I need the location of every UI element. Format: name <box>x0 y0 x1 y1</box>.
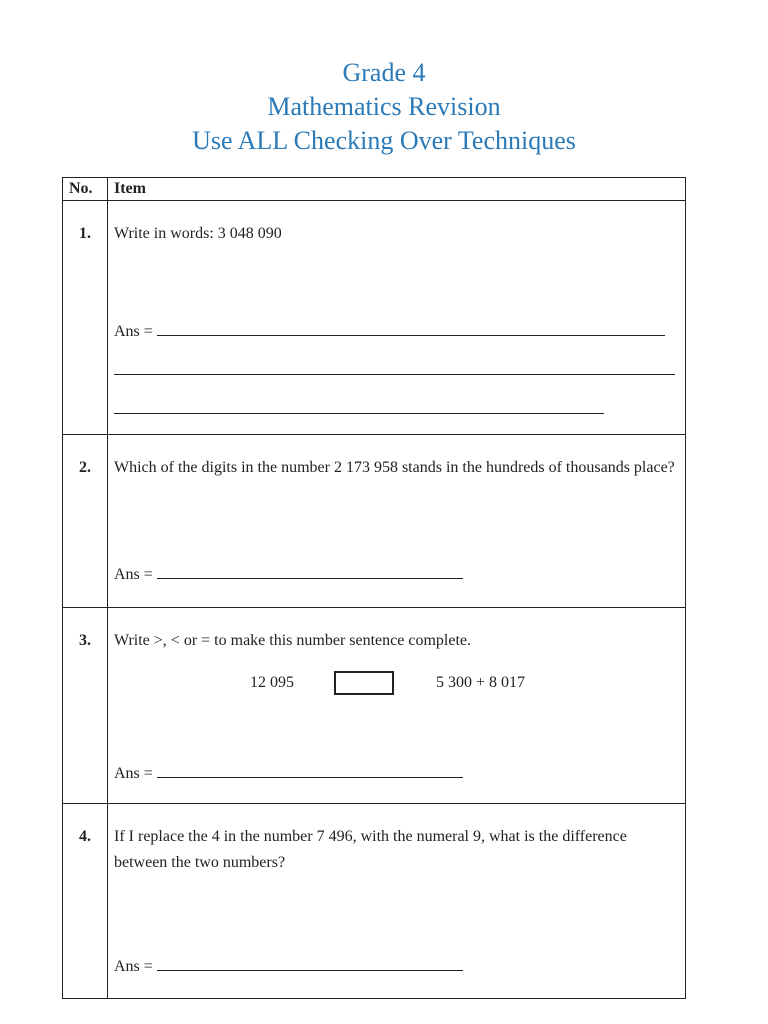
question-item-3 <box>108 608 686 804</box>
title-subject: Mathematics Revision <box>267 92 501 121</box>
answer-blank[interactable] <box>157 564 463 579</box>
question-text: Write >, < or = to make this number sentence complete. <box>114 632 471 649</box>
questions-table <box>62 177 686 999</box>
question-row-2 <box>63 435 686 608</box>
column-header-no: No. <box>63 178 108 201</box>
question-number: 1. <box>63 201 108 435</box>
answer-line[interactable] <box>114 956 463 976</box>
answer-label: Ans = <box>114 566 153 583</box>
answer-blank[interactable] <box>157 763 463 778</box>
answer-label: Ans = <box>114 958 153 975</box>
answer-line-2[interactable] <box>114 374 675 375</box>
answer-line-3[interactable] <box>114 413 604 414</box>
worksheet-title <box>0 56 768 158</box>
answer-blank[interactable] <box>157 956 463 971</box>
question-row-1 <box>63 201 686 435</box>
question-item-1 <box>108 201 686 435</box>
question-row-3 <box>63 608 686 804</box>
question-item-4 <box>108 804 686 999</box>
answer-label: Ans = <box>114 323 153 340</box>
answer-line[interactable] <box>114 763 463 783</box>
question-text: If I replace the 4 in the number 7 496, with the numeral 9, what is the difference between the two numbers? <box>114 828 627 871</box>
question-text: Write in words: 3 048 090 <box>114 225 282 242</box>
answer-blank[interactable] <box>157 321 665 336</box>
title-instruction: Use ALL Checking Over Techniques <box>192 126 576 155</box>
answer-label: Ans = <box>114 765 153 782</box>
title-grade: Grade 4 <box>342 58 426 87</box>
comparison-box[interactable] <box>334 671 394 695</box>
question-number: 3. <box>63 608 108 804</box>
question-text: Which of the digits in the number 2 173 958 stands in the hundreds of thousands place? <box>114 459 675 476</box>
question-number: 2. <box>63 435 108 608</box>
right-expression: 5 300 + 8 017 <box>436 674 526 691</box>
question-number: 4. <box>63 804 108 999</box>
question-row-4 <box>63 804 686 999</box>
column-header-item: Item <box>108 178 686 201</box>
answer-line[interactable] <box>114 564 463 584</box>
answer-line-1[interactable] <box>114 321 665 341</box>
left-expression: 12 095 <box>250 674 294 691</box>
table-header-row <box>63 178 686 201</box>
question-item-2 <box>108 435 686 608</box>
